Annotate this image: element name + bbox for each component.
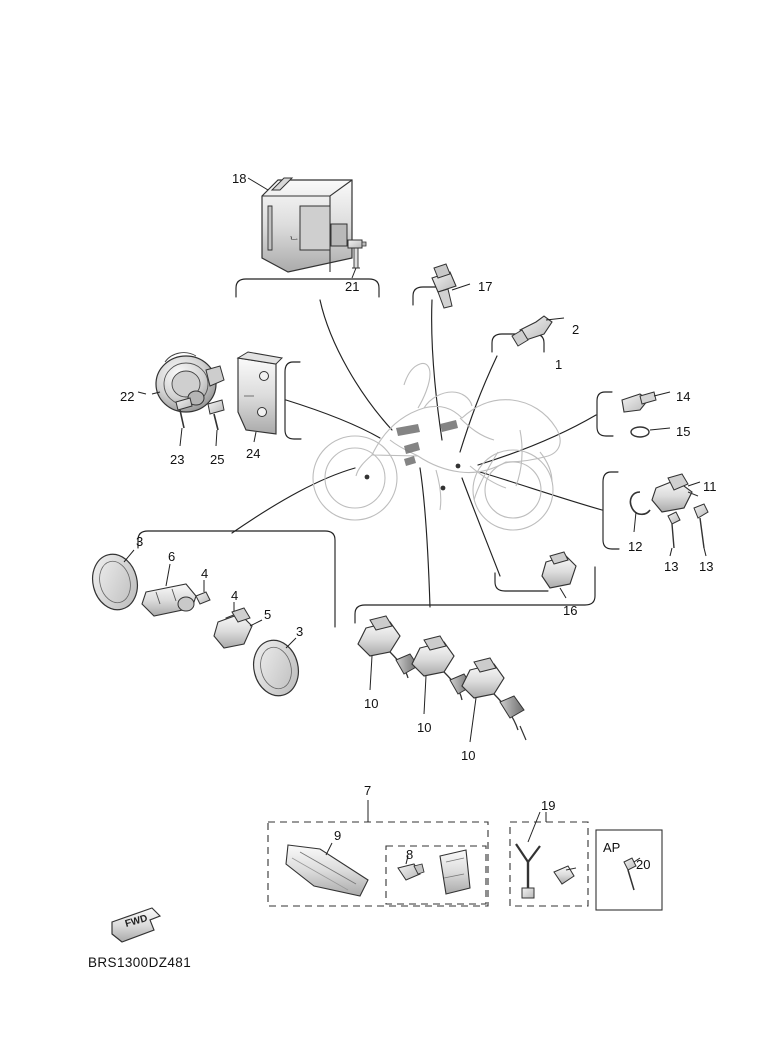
- callout-10-c: 10: [461, 748, 476, 763]
- part-21-screw: [348, 240, 366, 278]
- part-19-tool: [516, 812, 576, 898]
- callout-16: 16: [563, 603, 578, 618]
- callout-17: 17: [478, 279, 493, 294]
- callout-5: 5: [264, 607, 272, 622]
- callout-19: 19: [541, 798, 556, 813]
- callout-1: 1: [555, 357, 563, 372]
- part-3a-cover: [87, 550, 143, 615]
- part-10a-coil: [358, 616, 418, 690]
- part-12-clip: [630, 492, 650, 532]
- callout-9: 9: [334, 828, 342, 843]
- callout-8: 8: [406, 847, 414, 862]
- callout-3-right: 3: [296, 624, 304, 639]
- callout-4-lower: 4: [231, 588, 239, 603]
- part-14-sensor: [622, 392, 670, 412]
- part-24-bracket: [238, 352, 282, 442]
- part-4a-screw: [196, 580, 210, 604]
- callout-4-upper: 4: [201, 566, 209, 581]
- callout-25: 25: [210, 452, 225, 467]
- ap-box-label: AP: [603, 840, 621, 855]
- part-10c-coil: [462, 658, 526, 742]
- callout-22: 22: [120, 389, 135, 404]
- callout-12: 12: [628, 539, 643, 554]
- callout-10-a: 10: [364, 696, 379, 711]
- callout-6: 6: [168, 549, 176, 564]
- part-13-bolts: [668, 504, 708, 556]
- part-17-sensor: [432, 264, 470, 308]
- fwd-arrow-label: FWD: [123, 913, 149, 930]
- svg-text:ᄂ: ᄂ: [288, 235, 300, 249]
- part-2-sensor: [512, 316, 564, 346]
- part-3b-cover: [248, 636, 304, 701]
- part-5-sensor: [214, 608, 262, 648]
- part-9-blade: [286, 843, 368, 896]
- part-18-ecu: [248, 178, 352, 272]
- callout-11: 11: [703, 479, 717, 494]
- diagram-code: BRS1300DZ481: [88, 955, 192, 970]
- callout-13-right: 13: [699, 559, 714, 574]
- dashed-box-8: [386, 846, 486, 904]
- callout-23: 23: [170, 452, 185, 467]
- part-15-oring: [631, 427, 670, 437]
- callout-2: 2: [572, 322, 580, 337]
- part-23-bolt: [176, 398, 192, 446]
- callout-13-left: 13: [664, 559, 679, 574]
- part-6-bracket: [142, 564, 196, 616]
- callout-20: 20: [636, 857, 651, 872]
- part-25-bolt: [208, 400, 224, 446]
- callout-7: 7: [364, 783, 372, 798]
- callout-24: 24: [246, 446, 261, 461]
- callout-14: 14: [676, 389, 691, 404]
- part-module: [440, 850, 470, 894]
- callout-21: 21: [345, 279, 360, 294]
- callout-10-b: 10: [417, 720, 432, 735]
- callout-18: 18: [232, 171, 247, 186]
- callout-3-left: 3: [136, 534, 144, 549]
- part-10b-coil: [412, 636, 472, 714]
- callout-15: 15: [676, 424, 691, 439]
- part-11-sensor-assembly: [652, 474, 700, 512]
